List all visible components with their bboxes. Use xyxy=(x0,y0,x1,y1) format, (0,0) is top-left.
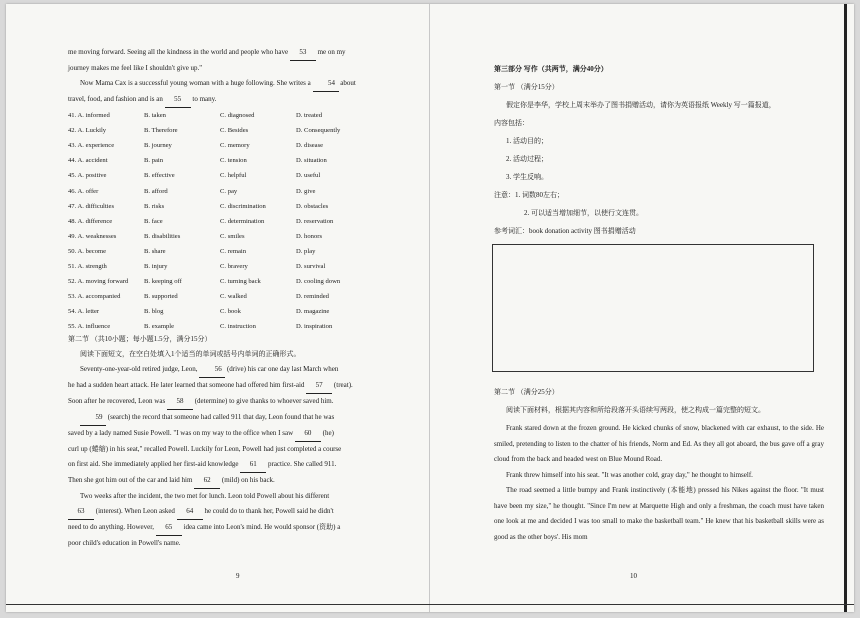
option-cell: C. smiles xyxy=(220,232,245,240)
option-cell: B. share xyxy=(144,247,166,255)
blank-53: 53 xyxy=(290,45,316,61)
blank-54: 54 xyxy=(313,76,339,92)
option-row xyxy=(68,304,376,319)
blank-55: 55 xyxy=(165,92,191,108)
option-cell: C. determination xyxy=(220,217,265,225)
continuation-writing xyxy=(494,385,824,545)
option-cell: D. give xyxy=(296,187,316,195)
option-cell: B. pain xyxy=(144,157,164,165)
option-cell: C. helpful xyxy=(220,172,247,180)
option-cell: B. Therefore xyxy=(144,127,178,135)
option-cell: B. keeping off xyxy=(144,278,182,286)
note-1: 注意：1. 词数80左右； xyxy=(494,191,564,199)
passage-line: Soon after he recovered, Leon was 58 (determine) to give thanks to whoever saved him. xyxy=(68,394,404,410)
option-cell: C. remain xyxy=(220,247,247,255)
blank-58: 58 xyxy=(167,394,193,410)
intro-line-1: me moving forward. Seeing all the kindness in the world and people who have 53 me on my xyxy=(68,45,404,61)
story-paragraph-2: Frank threw himself into his seat. "It was another cold, gray day," he thought to himself. xyxy=(506,470,753,479)
option-cell: 48. A. difference xyxy=(68,217,113,225)
option-row xyxy=(68,199,376,214)
passage-line: 63 (interest). When Leon asked 64 he could do to thank her, Powell said he didn't xyxy=(68,504,404,520)
option-cell: D. reservation xyxy=(296,217,334,225)
option-cell: 41. A. informed xyxy=(68,112,110,120)
blank-63: 63 xyxy=(68,504,94,520)
passage-line: need to do anything. However, 65 idea came into Leon's mind. He would sponsor (资助) a xyxy=(68,520,404,536)
blank-60: 60 xyxy=(295,426,321,442)
option-cell: C. turning back xyxy=(220,278,261,286)
option-cell: B. effective xyxy=(144,172,175,180)
option-cell: D. Consequently xyxy=(296,127,341,135)
option-cell: B. risks xyxy=(144,202,165,210)
option-cell: B. example xyxy=(144,323,175,331)
passage-line: Two weeks after the incident, the two met for lunch. Leon told Powell about his different xyxy=(80,492,330,500)
option-cell: 46. A. offer xyxy=(68,187,99,195)
content-item-3: 3. 学生反响。 xyxy=(506,173,548,181)
passage-line: 59 (search) the record that someone had called 911 that day, Leon found that he was xyxy=(68,410,404,426)
option-cell: B. injury xyxy=(144,262,168,270)
option-row xyxy=(68,214,376,229)
option-row xyxy=(68,289,376,304)
blank-62: 62 xyxy=(194,473,220,489)
passage-line: on first aid. She immediately applied her first-aid knowledge 61 practice. She called 911. xyxy=(68,457,404,473)
section-2-prompt-right: 阅读下面材料，根据其内容和所给段落开头语续写两段，使之构成一篇完整的短文。 xyxy=(506,406,765,414)
option-cell: D. disease xyxy=(296,142,324,150)
option-cell: 43. A. experience xyxy=(68,142,115,150)
story-paragraph-1: Frank stared down at the frozen ground. He kicked chunks of snow, blackened with car exhaust, to the side. He smiled, pretending to listen to the chatter of his friends, Norm and Ed. As they all got aboard, the bus gave off a gray cloud from the back and headed west on Blue Mound Road. xyxy=(494,424,824,463)
option-cell: B. supported xyxy=(144,293,178,301)
option-cell: C. instruction xyxy=(220,323,256,331)
option-cell: C. memory xyxy=(220,142,250,150)
scan-bottom-line xyxy=(6,604,854,605)
option-cell: D. honors xyxy=(296,232,323,240)
option-cell: 52. A. moving forward xyxy=(68,278,129,286)
option-cell: B. face xyxy=(144,217,163,225)
passage-line: he had a sudden heart attack. He later learned that someone had offered him first-aid 57 (treat). xyxy=(68,378,404,394)
part-3-title: 第三部分 写作（共两节，满分40分） xyxy=(494,65,608,73)
option-cell: D. reminded xyxy=(296,293,329,301)
option-cell: B. afford xyxy=(144,187,168,195)
option-cell: 54. A. letter xyxy=(68,308,100,316)
blank-64: 64 xyxy=(177,504,203,520)
option-cell: B. taken xyxy=(144,112,166,120)
vocab-hint: 参考词汇：book donation activity 图书捐赠活动 xyxy=(494,227,636,235)
page-left xyxy=(6,4,430,612)
option-cell: D. obstacles xyxy=(296,202,329,210)
option-cell: C. diagnosed xyxy=(220,112,255,120)
option-cell: B. journey xyxy=(144,142,172,150)
passage-line: curl up (蜷缩) in his seat," recalled Powell. Luckily for Leon, Powell had just completed a course xyxy=(68,445,342,453)
option-cell: C. pay xyxy=(220,187,238,195)
section-2 xyxy=(68,332,404,551)
option-cell: 53. A. accompanied xyxy=(68,293,121,301)
option-row xyxy=(68,123,376,138)
section-2-title: 第二节 （共10小题；每小题1.5分，满分15分） xyxy=(68,335,212,343)
passage-line: saved by a lady named Susie Powell. "I was on my way to the office when I saw 60 (he) xyxy=(68,426,404,442)
writing-part xyxy=(494,62,824,239)
passage-line: poor child's education in Powell's name. xyxy=(68,539,181,547)
option-cell: D. useful xyxy=(296,172,321,180)
option-row xyxy=(68,138,376,153)
option-cell: B. blog xyxy=(144,308,164,316)
note-2: 2. 可以适当增加细节，以使行文连贯。 xyxy=(524,209,643,217)
content-label: 内容包括： xyxy=(494,119,529,127)
section-2-title-right: 第二节 （满分25分） xyxy=(494,388,559,396)
option-row xyxy=(68,108,376,123)
section-1-title: 第一节 （满分15分） xyxy=(494,83,559,91)
option-cell: D. cooling down xyxy=(296,278,341,286)
option-cell: 55. A. influence xyxy=(68,323,111,331)
option-row xyxy=(68,229,376,244)
blank-57: 57 xyxy=(306,378,332,394)
option-cell: D. magazine xyxy=(296,308,330,316)
option-cell: 49. A. weaknesses xyxy=(68,232,117,240)
option-cell: 45. A. positive xyxy=(68,172,107,180)
section-2-instructions: 阅读下面短文，在空白处填入1个适当的单词或括号内单词的正确形式。 xyxy=(80,350,301,358)
blank-59: 59 xyxy=(80,410,106,426)
blank-61: 61 xyxy=(240,457,266,473)
option-cell: D. play xyxy=(296,247,316,255)
option-cell: D. situation xyxy=(296,157,327,165)
story-paragraph-3: The road seemed a little bumpy and Frank instinctively (本能地) pressed his Nikes against the floor. "It must have been my size," he thought. "Since I'm new at Marquette High and only a freshman, the coach must have taken one look at me and decided I was too small to make the basketball team." He knew that his basketball skills were as good as the other boys'. His mom xyxy=(494,486,824,541)
page-right xyxy=(430,4,854,612)
section-1-prompt: 假定你是李华，学校上周末举办了图书捐赠活动，请你为英语报纸 Weekly 写一篇报道， xyxy=(506,101,776,109)
intro-line-4: travel, food, and fashion and is an 55 to many. xyxy=(68,92,404,108)
blank-65: 65 xyxy=(156,520,182,536)
options-table xyxy=(68,108,376,334)
option-cell: C. discrimination xyxy=(220,202,266,210)
passage-line: Seventy-one-year-old retired judge, Leon, 56 (drive) his car one day last March when xyxy=(68,362,404,378)
intro-passage xyxy=(68,45,404,108)
scan-edge-bar xyxy=(844,4,847,612)
option-cell: 51. A. strength xyxy=(68,262,107,270)
option-cell: D. treated xyxy=(296,112,322,120)
option-row xyxy=(68,153,376,168)
content-item-1: 1. 活动目的； xyxy=(506,137,548,145)
intro-line-2: journey makes me feel like I shouldn't give up." xyxy=(68,64,203,72)
content-item-2: 2. 活动过程； xyxy=(506,155,548,163)
scanned-sheet xyxy=(6,4,854,612)
option-cell: C. bravery xyxy=(220,262,248,270)
option-row xyxy=(68,274,376,289)
option-row xyxy=(68,259,376,274)
option-row xyxy=(68,183,376,198)
option-row xyxy=(68,244,376,259)
option-cell: 44. A. accident xyxy=(68,157,108,165)
passage-line: Then she got him out of the car and laid him 62 (mild) on his back. xyxy=(68,473,404,489)
option-cell: C. Besides xyxy=(220,127,249,135)
option-cell: B. disabilities xyxy=(144,232,181,240)
option-cell: 50. A. become xyxy=(68,247,107,255)
intro-line-3: Now Mama Cax is a successful young woman with a huge following. She writes a 54 about xyxy=(68,76,404,92)
option-cell: D. survival xyxy=(296,262,326,270)
option-cell: C. walked xyxy=(220,293,247,301)
option-cell: C. book xyxy=(220,308,241,316)
page-number-right: 10 xyxy=(630,572,637,580)
option-cell: 42. A. Luckily xyxy=(68,127,107,135)
answer-box[interactable] xyxy=(492,244,814,372)
option-cell: C. tension xyxy=(220,157,247,165)
option-row xyxy=(68,168,376,183)
option-cell: D. inspiration xyxy=(296,323,333,331)
option-cell: 47. A. difficulties xyxy=(68,202,115,210)
page-number-left: 9 xyxy=(236,572,240,580)
blank-56: 56 xyxy=(199,362,225,378)
